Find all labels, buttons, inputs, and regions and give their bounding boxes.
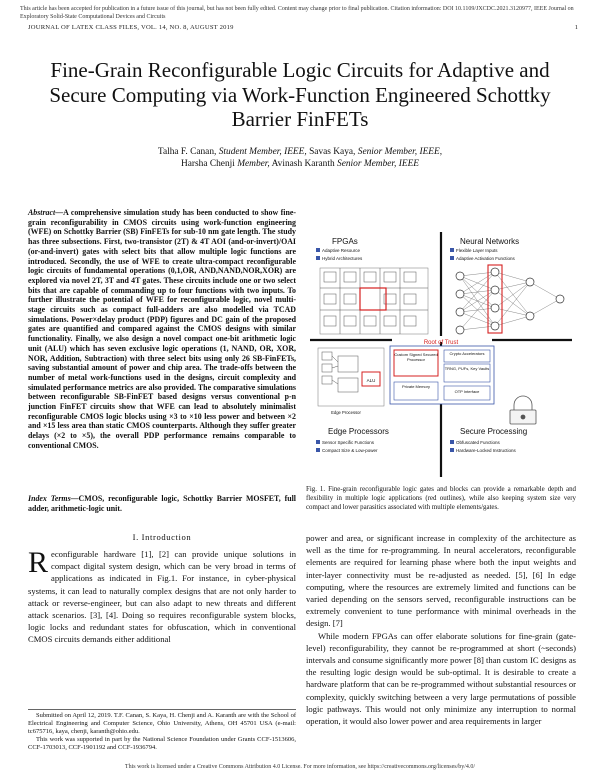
running-header: JOURNAL OF LATEX CLASS FILES, VOL. 14, NO. 8, AUGUST 2019 — [28, 24, 234, 31]
index-terms-text: —CMOS, reconfigurable logic, Schottky Barrier MOSFET, full adder, arithmetic-logic unit. — [28, 494, 296, 513]
nn-node — [456, 272, 464, 280]
paragraph: While modern FPGAs can offer elaborate solutions for fine-grain (gate-level) reconfigurability, they cannot be re-programmed at short (~seconds) intervals and consume significantly more power [8] than custom IC designs as the resulting logic design would be sub-optimal. It is desirable to create a hardware platform that can be re-programmed without substantial resources or complexity, quickly switching between a very large permutations of possible logic pathways. This would not only minimize any interruption to normal operation, it would also lower power and area requirements in larger — [306, 630, 576, 727]
nn-node — [491, 286, 499, 294]
footnotes — [28, 712, 296, 752]
intro-text: econfigurable hardware [1], [2] can provide unique solutions in compact digital system design, which can be very broad in terms of applications as indicated in Fig.1. For instance, in cyber-physical systems, it can lead to naturally complex designs that are not only harder to attack or reverse-engineer, but can also adapt to new threats and different attack scenarios. [3], [4]. Doing so requires reconfigurable system blocks, logic locks and redundant states for obfuscation, which in conventional CMOS circuits demands either additional — [28, 549, 296, 645]
author-list — [30, 146, 570, 170]
nn-node — [526, 312, 534, 320]
bullet-icon — [316, 248, 320, 252]
fpga-item: Hybrid Architectures — [322, 256, 363, 261]
secure-item: Obfuscated Functions — [456, 440, 500, 445]
nn-node — [556, 295, 564, 303]
drop-cap: R — [28, 546, 49, 579]
edge-title: Edge Processors — [328, 427, 389, 436]
bullet-icon — [316, 448, 320, 452]
abstract — [28, 208, 296, 451]
intro-paragraph — [28, 548, 296, 646]
edge-processor-label: Edge Processor — [331, 410, 361, 415]
bullet-icon — [316, 256, 320, 260]
author-name: Avinash Karanth — [271, 159, 335, 169]
figure-caption: Fig. 1. Fine-grain reconfigurable logic gates and blocks can provide a remarkable depth and flexibility in multiple logic applications (red outlines), while also keeping system size very compact and lower parasitics associated with multiple elements/gates. — [306, 486, 576, 511]
nn-node — [526, 278, 534, 286]
edge-item: Sensor Specific Functions — [322, 440, 375, 445]
alu-label: ALU — [366, 378, 376, 383]
paper-title: Fine-Grain Reconfigurable Logic Circuits for Adaptive and Secure Computing via Work-Function Engineered Schottky Barrier FinFETs — [49, 58, 551, 131]
secured-processor-label: Custom Signed Secured Processor — [394, 352, 438, 362]
private-memory-label: Private Memory — [401, 384, 430, 389]
nn-node — [456, 326, 464, 334]
bullet-icon — [316, 440, 320, 444]
page-number: 1 — [574, 24, 578, 31]
author-name: Savas Kaya, — [309, 147, 356, 157]
license-footer: This work is licensed under a Creative Commons Attribution 4.0 License. For more information, see https://creativecommons.org/licenses/by/4.0/ — [124, 764, 476, 770]
secure-title: Secure Processing — [460, 427, 528, 436]
footnote-rule — [28, 709, 296, 710]
author-role: Senior Member, IEEE, — [357, 147, 443, 157]
nn-item: Flexible Layer Inputs — [456, 248, 498, 253]
bullet-icon — [450, 448, 454, 452]
abstract-text: —A comprehensive simulation study has been conducted to show fine-grain reconfigurability in CMOS circuits using work-function engineering (WFE) on Schottky Barrier (SB) FinFETs for sub-10 nm gate length. The study has three subsections. First, two-transistor (2T) & 4T AOI (and-or-invert)/OAI (or-and-invert) gates with select bits that allow multiple logic functions are introduced. Secondly, the use of WFE to create ultra-compact reconfigurable logic circuits of fundamental operations (0,1,OR, AND,NAND,NOR,XOR) are explored via novel 2T, 3T and 4T gates. These circuits include one or two select bits that are capable of commanding up to four functions with two inputs. To further illustrate the potential of WFE for reconfigurable logic, novel multi-stage circuits such as compact full-adders are also modelled via TCAD simulations. Power×delay product (PDP) figures and DC gain of the proposed gates are quantified and compared against the CMOS designs with similar functionality. Finally, we also design a novel compact one-bit arithmetic logic unit (ALU) which has seven exclusive logic operations (1, NAND, OR, XOR, NOR, Addition, Subtraction) with three select bits using only 26 SB-FinFETs, saving substantial amount of power and chip area. The trade-offs between the number of metal work-functions used in the designs, circuit complexity and simulated performance metrics are also provided. The comparative simulations between reconfigurable SB-FinFET based designs versus conventional p-n junction FinFET circuits show that WFE can lead to absolutely minimalist reconfigurable CMOS logic blocks using ×3 to ×10 less power and between ×2 and ×15 less area than static CMOS counterparts. Although they suffer greater delays (×2 to ×5), the overall PDP performance remains comparable to conventional CMOS. — [28, 208, 296, 450]
otp-label: OTP Interface — [454, 389, 480, 394]
nn-node — [456, 308, 464, 316]
publication-banner: This article has been accepted for publication in a future issue of this journal, but has not been fully edited. Content may change prior to final publication. Citation information: DOI 10.1109/JXCDC.2021.3120977, IEEE Journal on Exploratory Solid-State Computational Devices and Circuits — [20, 6, 574, 20]
figure-1 — [310, 232, 572, 477]
author-name: Harsha Chenji — [180, 159, 235, 169]
bullet-icon — [450, 256, 454, 260]
bullet-icon — [450, 248, 454, 252]
author-role: Senior Member, IEEE — [337, 159, 420, 169]
author-role: Member, — [237, 159, 270, 169]
edge-item: Compact Size & Low-power — [322, 448, 378, 453]
index-terms — [28, 494, 296, 513]
secure-item: Hardware-Locked Instructions — [456, 448, 516, 453]
bullet-icon — [450, 440, 454, 444]
nn-node — [491, 322, 499, 330]
root-of-trust-title: Root of Trust — [423, 340, 459, 346]
right-column-text — [306, 532, 576, 727]
trng-label: TRNG, PUFs, Key Vaults — [444, 366, 490, 371]
author-role: Student Member, IEEE, — [218, 147, 307, 157]
footnote-affiliation: Submitted on April 12, 2019. T.F. Canan, S. Kaya, H. Chenji and A. Karanth are with the School of Electrical Engineering and Computer Science, Ohio University, Athens, OH 45701 USA (e-mail: tc675716, kaya, chenji, karanth@ohio.edu. — [28, 712, 296, 735]
nn-item: Adaptive Activation Functions — [456, 256, 515, 261]
nn-title: Neural Networks — [460, 237, 520, 246]
index-terms-lead: Index Terms — [28, 494, 71, 503]
section-heading: I. Introduction — [132, 532, 192, 542]
nn-node — [491, 304, 499, 312]
fpga-item: Adaptive Resource — [322, 248, 361, 253]
nn-node — [491, 268, 499, 276]
footnote-funding: This work was supported in part by the National Science Foundation under Grants CCF-1513606, CCF-1703013, CCF-1901192 and CCF-1936794. — [28, 736, 296, 751]
fpga-title: FPGAs — [332, 237, 358, 246]
abstract-lead: Abstract — [28, 208, 56, 217]
crypto-label: Crypto Accelerators — [449, 351, 485, 356]
author-name: Talha F. Canan, — [157, 147, 217, 157]
paragraph: power and area, or significant increase in complexity of the architecture as well as the time for re-programming. In neural accelerators, reconfigurable elements are required for learning phase where both the input weights and inter-layer connectivity must be re-adjusted as needed. [5], [6] In edge computing, where the resources are extremely limited and functions can be varied depending on the sensors served, reconfigurable instructions can be extremely convenient to tune performance with minimal overheads in the design. [7] — [306, 533, 576, 629]
nn-node — [456, 290, 464, 298]
